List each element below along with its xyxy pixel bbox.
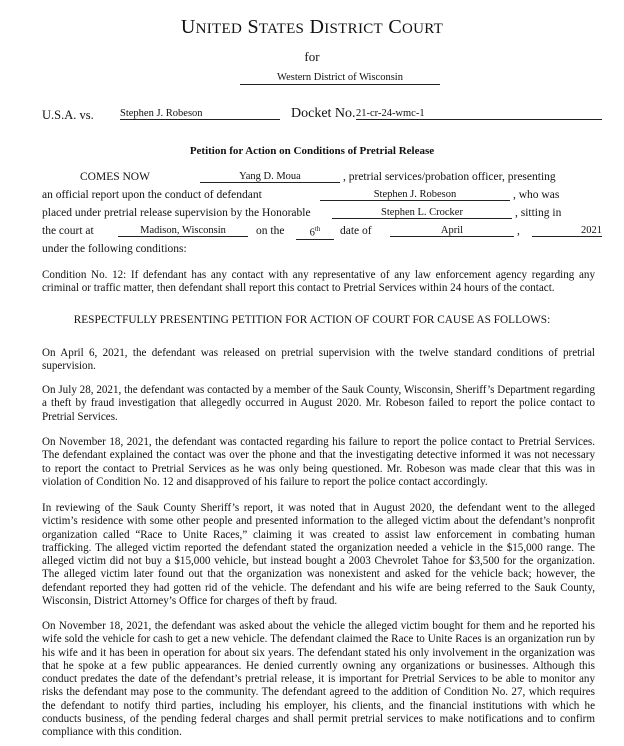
paragraph-report: In reviewing of the Sauk County Sheriff’s report, it was noted that in August 2020, the defendant went to the alleged victim’s residence with some other people and presented information to the alleged victim about the defendant’s nonprofit organization called “Race to Unite Races,” claiming it was created to assist law enforcement in combating human trafficking. The alleged victim reported the defendant stated the organization needed a vehicle in the $15,000 range. The alleged victim did not buy a $15,000 vehicle, but instead bought a 2003 Chevrolet Tahoe for $3,500 for the organization. The alleged victim later found out that the organization was nonexistent and asked for the vehicle back; however, the defendant reported they had gotten rid of the vehicle. The defendant and his wife are being referred to the Sauk County, Wisconsin, District Attorney’s Office for charges of theft by fraud.: [42, 502, 595, 608]
paragraph-failure: On November 18, 2021, the defendant was contacted regarding his failure to report the police contact to Pretrial Services. The defendant explained the contact was over the phone and that the investigating detective informed it was not necessary to report the contact to Pretrial Services as he was only being questioned. Mr. Robeson was made clear that this was in violation of Condition No. 12 and disapproved of his failure to report the police contact accordingly.: [42, 436, 595, 488]
for-text: for: [304, 49, 320, 64]
paragraph-release: On April 6, 2021, the defendant was released on pretrial supervision with the twelve standard conditions of pretrial supervision.: [42, 347, 595, 373]
court-at-text: the court at: [42, 225, 94, 237]
usa-vs-label: U.S.A. vs.: [42, 108, 94, 122]
day-value: 6: [309, 227, 315, 239]
respectfully-heading: RESPECTFULLY PRESENTING PETITION FOR ACTION OF COURT FOR CAUSE AS FOLLOWS:: [73, 314, 551, 326]
conditions-intro: under the following conditions:: [42, 243, 187, 255]
defendant-name-caption: Stephen J. Robeson: [120, 108, 280, 120]
officer-role-text: , pretrial services/probation officer, presenting: [343, 171, 556, 183]
day-field: [296, 225, 334, 240]
docket-number: 21-cr-24-wmc-1: [356, 108, 602, 120]
judge-name: Stephen L. Crocker: [332, 207, 512, 219]
on-the-text: on the: [256, 225, 285, 237]
date-of-text: date of: [340, 225, 372, 237]
supervision-text: placed under pretrial release supervision by the Honorable: [42, 207, 311, 219]
conduct-text: an official report upon the conduct of defendant: [42, 189, 262, 201]
year-field: 2021: [532, 225, 602, 237]
paragraph-vehicle: On November 18, 2021, the defendant was asked about the vehicle the alleged victim bought for them and he reported his wife sold the vehicle for cash to get a new vehicle. The defendant claimed the Race to Unite Races is an organization run by his wife and it has been in operation for about six years. The defendant stated his only involvement in the organization was that he spoke at a few public appearances. He denied currently owning any organizations or businesses. Although this conduct predates the date of the defendant’s pretrial release, it is important for Pretrial Services to be able to monitor any risks the defendant may pose to the community. The defendant agreed to the addition of Condition No. 27, which requires the defendant to notify third parties, including his employer, his clients, and the financial institutions with which he conducts business, of the pending federal charges and shall permit pretrial services to make notifications and to confirm compliance with this condition.: [42, 620, 595, 739]
district-name: Western District of Wisconsin: [240, 72, 440, 85]
paragraph-contact: On July 28, 2021, the defendant was contacted by a member of the Sauk County, Wisconsin, Sheriff’s Department regarding a theft by fraud investigation that allegedly occurred in August 2020. Mr. Robeson failed to report the police contact to Pretrial Services.: [42, 384, 595, 423]
who-was-text: , who was: [513, 189, 560, 201]
court-location: Madison, Wisconsin: [118, 225, 248, 237]
day-suffix: th: [314, 225, 321, 233]
comma-text: ,: [517, 225, 520, 237]
court-title: UNITED STATES DISTRICT COURT: [180, 16, 444, 38]
condition-12: Condition No. 12: If defendant has any contact with any representative of any law enforcement agency regarding any criminal or traffic matter, then defendant shall report this contact to Pretrial Services within 24 hours of the contact.: [42, 269, 595, 295]
docket-label: Docket No.: [291, 106, 356, 121]
petition-title: Petition for Action on Conditions of Pretrial Release: [189, 145, 435, 157]
comes-now-label: COMES NOW: [80, 171, 150, 183]
sitting-in-text: , sitting in: [515, 207, 562, 219]
month-field: April: [390, 225, 514, 237]
officer-name: Yang D. Moua: [200, 171, 340, 183]
defendant-name-intro: Stephen J. Robeson: [320, 189, 510, 201]
